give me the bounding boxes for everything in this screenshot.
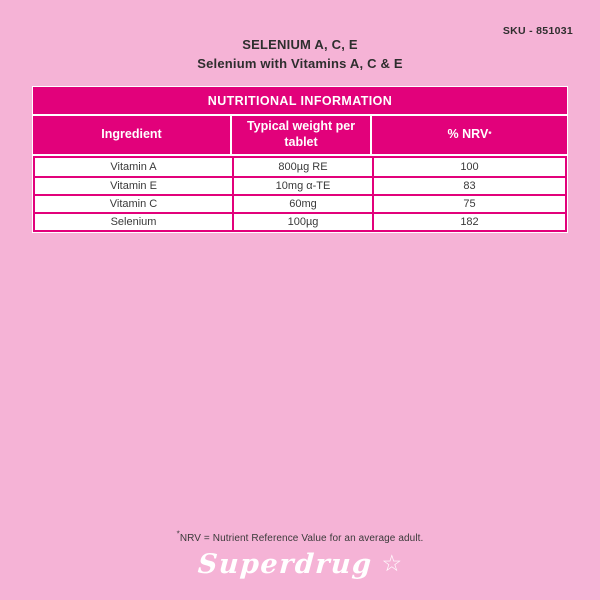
table-title: NUTRITIONAL INFORMATION xyxy=(33,87,567,114)
cell-nrv: 83 xyxy=(372,178,565,194)
product-title: SELENIUM A, C, E xyxy=(242,37,358,52)
column-header-weight: Typical weight per tablet xyxy=(230,116,370,154)
product-titles xyxy=(0,37,600,71)
table-row xyxy=(35,212,565,230)
table-body xyxy=(33,156,567,232)
table-row xyxy=(35,158,565,176)
table-column-headers xyxy=(33,116,567,154)
product-subtitle: Selenium with Vitamins A, C & E xyxy=(197,56,403,71)
cell-nrv: 182 xyxy=(372,214,565,230)
nrv-label: % NRV xyxy=(447,127,489,142)
footnote-text: NRV = Nutrient Reference Value for an average adult. xyxy=(179,533,424,544)
nrv-footnote xyxy=(0,529,600,544)
cell-ingredient: Vitamin A xyxy=(110,161,157,173)
cell-weight: 100µg xyxy=(232,214,372,230)
table-row xyxy=(35,194,565,212)
table-row xyxy=(35,176,565,194)
superdrug-wordmark: Superdrug xyxy=(196,549,374,580)
cell-weight: 800µg RE xyxy=(232,158,372,176)
superdrug-logo xyxy=(0,549,600,580)
cell-ingredient: Selenium xyxy=(110,216,157,228)
cell-ingredient: Vitamin C xyxy=(109,198,158,210)
cell-ingredient: Vitamin E xyxy=(110,180,157,192)
sku-text: SKU - 851031 xyxy=(502,25,573,37)
cell-nrv: 100 xyxy=(372,158,565,176)
cell-weight: 60mg xyxy=(232,196,372,212)
footnote-asterisk: * xyxy=(176,529,180,539)
column-header-ingredient: Ingredient xyxy=(101,127,162,142)
column-header-nrv: % NRV * xyxy=(370,116,567,154)
star-icon: ☆ xyxy=(381,550,403,576)
cell-nrv: 75 xyxy=(372,196,565,212)
nutrition-table xyxy=(32,86,568,233)
cell-weight: 10mg α-TE xyxy=(232,178,372,194)
